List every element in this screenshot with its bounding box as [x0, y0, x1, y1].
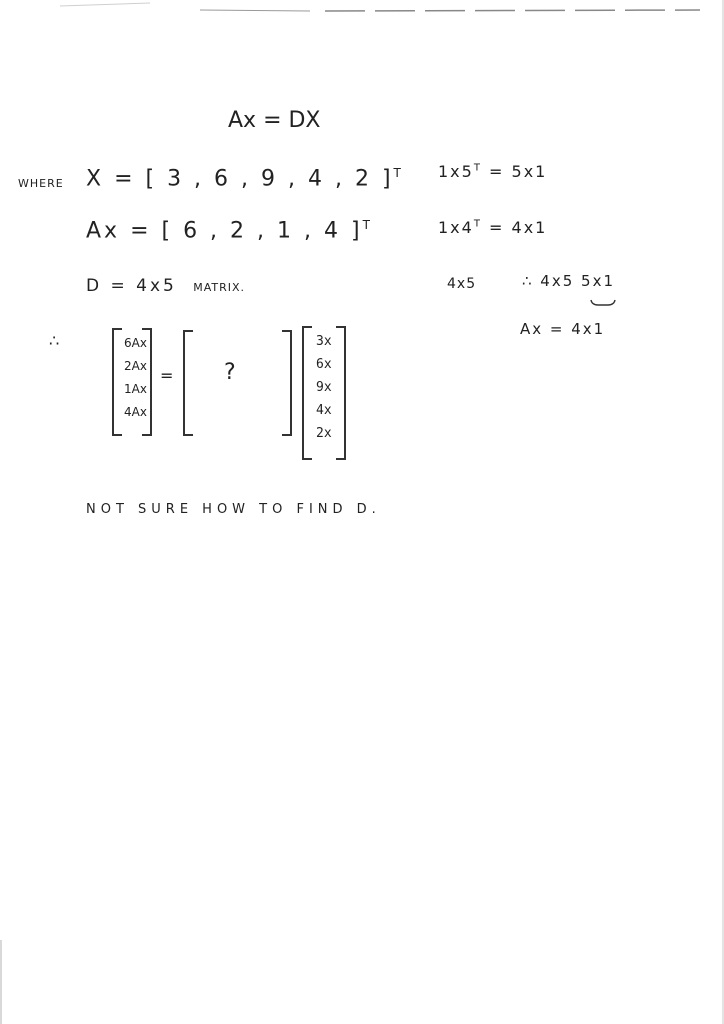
underbrace-mark	[590, 292, 616, 311]
note-line-2-transpose: T	[473, 218, 482, 230]
lhs-entry: 2Ax	[124, 359, 147, 373]
matrix-equals-sign: =	[160, 366, 174, 385]
lhs-entry: 6Ax	[124, 336, 147, 350]
ax-vector-text: Ax = [ 6 , 2 , 1 , 4 ]	[86, 218, 363, 244]
x-transpose-mark: T	[393, 166, 404, 180]
x-vector-text: X = [ 3 , 6 , 9 , 4 , 2 ]	[86, 166, 394, 192]
rhs-right-bracket	[336, 326, 346, 460]
ax-transpose-mark: T	[362, 218, 373, 232]
d-dimension-text: D = 4x5	[86, 276, 177, 296]
note-line-1-text: 1x5	[438, 162, 474, 181]
unknown-matrix-mark: ?	[224, 360, 236, 385]
rhs-entry: 2x	[316, 426, 332, 441]
scan-edge-left	[0, 940, 2, 1024]
lhs-entry: 4Ax	[124, 405, 147, 419]
note-line-1-transpose: T	[473, 162, 482, 174]
scan-edge-top	[0, 0, 724, 14]
rhs-entry: 3x	[316, 334, 332, 349]
x-vector-definition	[86, 166, 404, 191]
d-right-bracket	[282, 330, 292, 436]
d-left-bracket	[183, 330, 193, 436]
main-equation: Ax = DX	[228, 108, 321, 133]
therefore-symbol: ∴	[49, 331, 60, 350]
lhs-right-bracket	[142, 328, 152, 436]
note-line-2-rest: = 4x1	[489, 218, 548, 237]
note-line-2-text: 1x4	[438, 218, 474, 237]
where-label: WHERE	[18, 177, 64, 190]
rhs-entry: 4x	[316, 403, 332, 418]
lhs-left-bracket	[112, 328, 122, 436]
note-line-1-rest: = 5x1	[489, 162, 548, 181]
note-line-3-left: 4x5	[447, 276, 477, 292]
note-line-3-right: ∴ 4x5 5x1	[522, 272, 616, 290]
rhs-entry: 9x	[316, 380, 332, 395]
d-definition	[86, 276, 245, 296]
matrix-word: MATRIX.	[193, 281, 246, 294]
note-line-2	[438, 218, 547, 237]
rhs-vector	[316, 330, 332, 445]
lhs-entry: 1Ax	[124, 382, 147, 396]
ax-vector-definition	[86, 218, 373, 243]
note-line-1	[438, 162, 547, 181]
rhs-left-bracket	[302, 326, 312, 460]
note-line-4: Ax = 4x1	[520, 320, 606, 338]
rhs-entry: 6x	[316, 357, 332, 372]
footer-note: NOT SURE HOW TO FIND D.	[86, 502, 381, 517]
